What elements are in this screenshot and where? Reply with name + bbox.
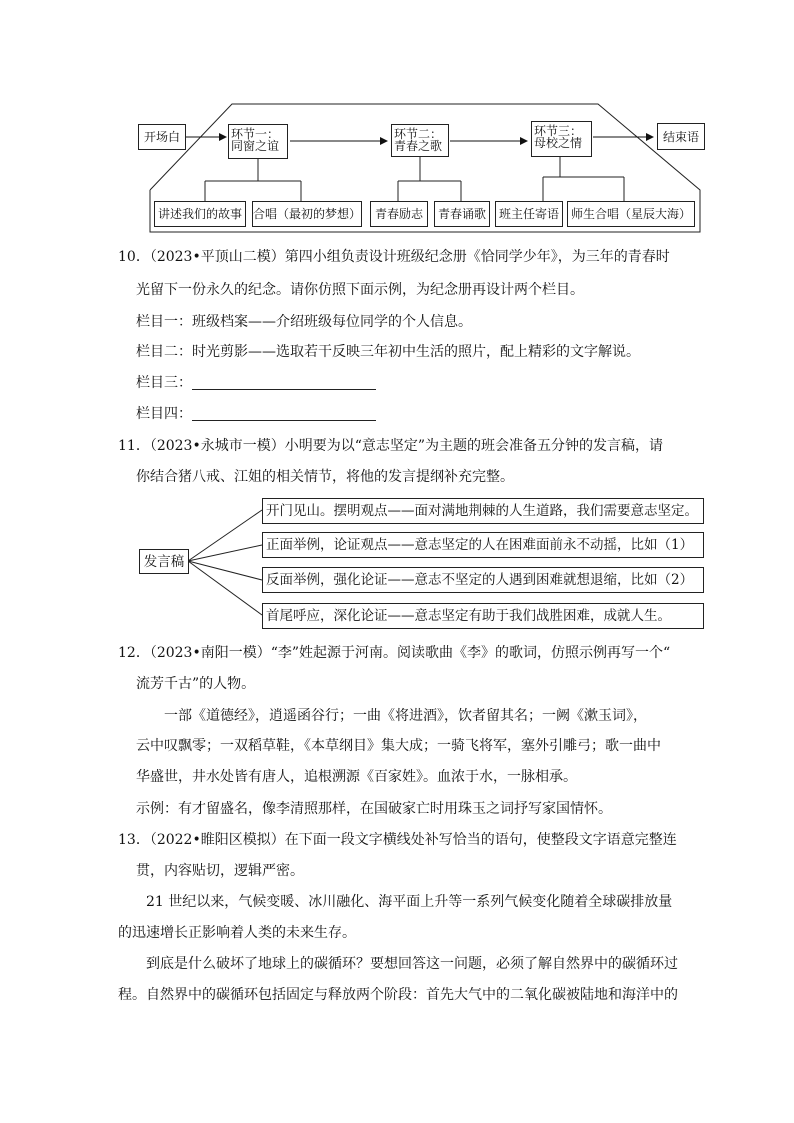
sub3a-label: 班主任寄语 xyxy=(498,207,559,221)
sub2b-box xyxy=(434,201,490,227)
segment3-box xyxy=(531,121,592,157)
speech-point-2: 正面举例，论证观点——意志坚定的人在困难面前永不动摇，比如（1） xyxy=(262,532,704,558)
sub2a-box xyxy=(370,201,428,227)
speech-point-1: 开门见山。摆明观点——面对满地荆棘的人生道路，我们需要意志坚定。 xyxy=(262,498,704,524)
q12-line1: 12．（2023•南阳一模）“李”姓起源于河南。阅读歌曲《李》的歌词，仿照示例再写一个“ xyxy=(118,645,671,661)
segment1-name: 同窗之谊 xyxy=(231,139,280,153)
sub1b-label: 合唱（最初的梦想） xyxy=(253,207,362,221)
answer-blank-3[interactable] xyxy=(192,373,376,390)
q11-line2: 你结合猪八戒、江姐的相关情节，将他的发言提纲补充完整。 xyxy=(136,469,514,485)
speech-center-label: 发言稿 xyxy=(143,553,185,570)
sub3b-label: 师生合唱（星辰大海） xyxy=(570,207,691,221)
q13-line5: 到底是什么破坏了地球上的碳循环？要想回答这一问题，必须了解自然界中的碳循环过 xyxy=(146,956,678,972)
q12-line5: 华盛世，井水处皆有唐人，追根溯源《百家姓》。血浓于水，一脉相承。 xyxy=(136,769,577,785)
q12-line2: 流芳千古”的人物。 xyxy=(136,676,256,692)
sub1a-label: 讲述我们的故事 xyxy=(157,207,242,221)
q13-line3: 21 世纪以来，气候变暖、冰川融化、海平面上升等一系列气候变化随着全球碳排放量 xyxy=(146,894,673,910)
q12-line6: 示例：有才留盛名，像李清照那样，在国破家亡时用珠玉之词抒写家国情怀。 xyxy=(136,801,612,817)
speech-center-box xyxy=(139,549,189,574)
q10-column3-label: 栏目三： xyxy=(136,375,192,391)
start-box xyxy=(138,124,186,150)
segment2-title: 环节二： xyxy=(394,127,443,141)
sub1b-box xyxy=(252,201,362,227)
q13-line4: 的迅速增长正影响着人类的未来生存。 xyxy=(118,925,356,941)
end-label: 结束语 xyxy=(662,129,699,144)
q10-line4: 栏目二：时光剪影——选取若干反映三年初中生活的照片，配上精彩的文字解说。 xyxy=(136,344,640,360)
end-box xyxy=(657,123,705,150)
speech-point-3: 反面举例，强化论证——意志不坚定的人遇到困难就想退缩，比如（2） xyxy=(262,567,704,593)
sub3b-box xyxy=(567,201,695,227)
q13-line6: 程。自然界中的碳循环包括固定与释放两个阶段：首先大气中的二氧化碳被陆地和海洋中的 xyxy=(118,987,678,1003)
segment2-box xyxy=(391,124,449,157)
segment1-title: 环节一： xyxy=(231,127,280,141)
segment3-name: 母校之情 xyxy=(534,136,583,150)
sub1a-box xyxy=(154,201,246,227)
segment1-box xyxy=(228,124,288,159)
q10-line1: 10．（2023•平顶山二模）第四小组负责设计班级纪念册《恰同学少年》，为三年的青春时 xyxy=(118,249,670,265)
sub3a-box xyxy=(495,201,563,227)
q10-line2: 光留下一份永久的纪念。请你仿照下面示例，为纪念册再设计两个栏目。 xyxy=(136,282,584,298)
answer-blank-4[interactable] xyxy=(192,404,376,421)
q10-column4 xyxy=(136,404,376,424)
q10-line3: 栏目一：班级档案——介绍班级每位同学的个人信息。 xyxy=(136,314,472,330)
segment3-title: 环节三： xyxy=(534,124,583,138)
q13-line2: 贯，内容贴切，逻辑严密。 xyxy=(136,863,304,879)
q10-column3 xyxy=(136,373,376,393)
q10-column4-label: 栏目四： xyxy=(136,406,192,422)
q11-line1: 11．（2023•永城市一模）小明要为以“意志坚定”为主题的班会准备五分钟的发言稿，请 xyxy=(118,438,664,454)
start-label: 开场白 xyxy=(143,130,180,144)
q12-line4: 云中叹飘零；一双稻草鞋，《本草纲目》集大成；一骑飞将军，塞外引雕弓；歌一曲中 xyxy=(136,738,661,754)
sub2b-label: 青春诵歌 xyxy=(437,207,486,221)
q12-line3: 一部《道德经》，逍遥函谷行；一曲《将进酒》，饮者留其名；一阙《漱玉词》， xyxy=(164,708,647,724)
sub2a-label: 青春励志 xyxy=(374,207,423,221)
speech-point-4: 首尾呼应，深化论证——意志坚定有助于我们战胜困难，成就人生。 xyxy=(262,603,704,629)
segment2-name: 青春之歌 xyxy=(394,139,443,153)
q13-line1: 13．（2022•睢阳区模拟）在下面一段文字横线处补写恰当的语句，使整段文字语意完整连 xyxy=(118,832,677,848)
